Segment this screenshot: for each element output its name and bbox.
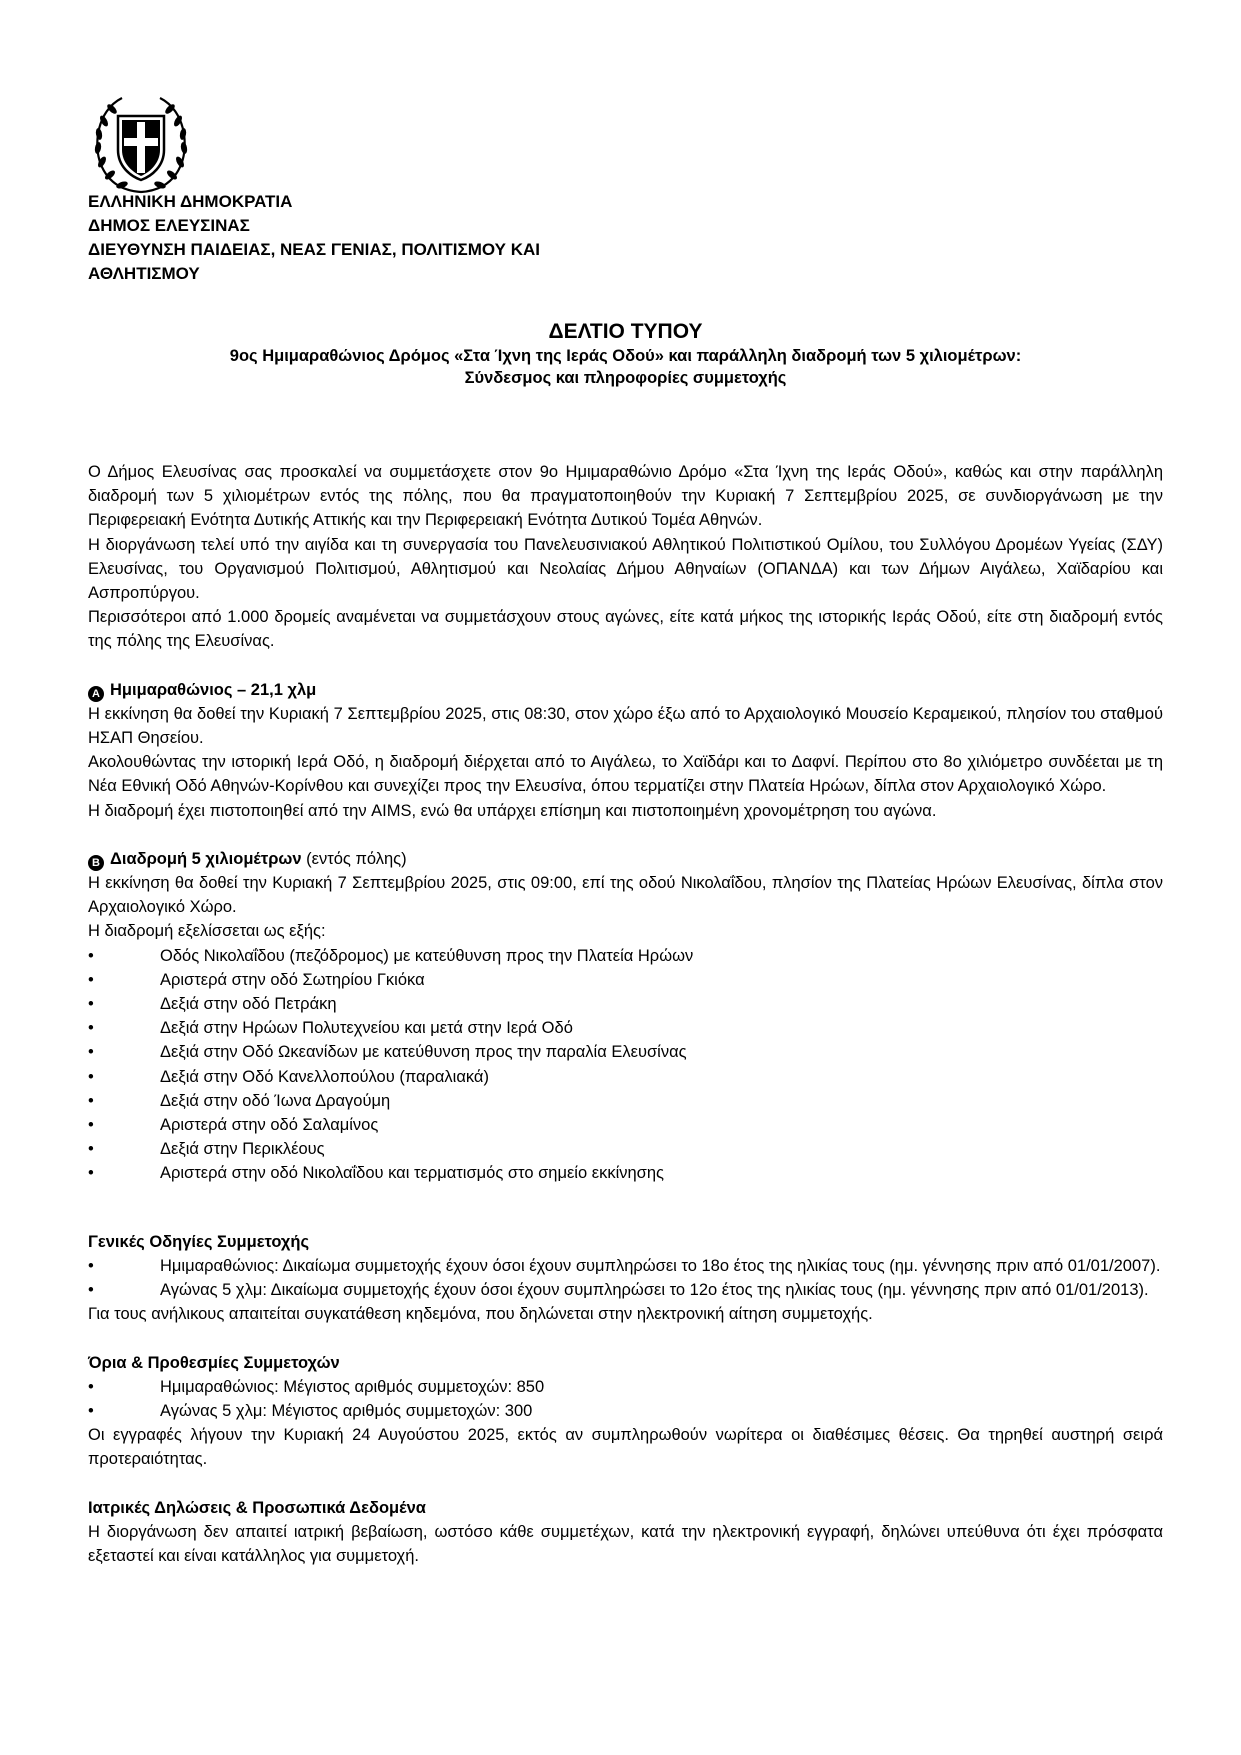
list-item: • Δεξιά στην Οδό Ωκεανίδων με κατεύθυνση προς την παραλία Ελευσίνας	[88, 1040, 1163, 1064]
list-item: • Οδός Νικολαΐδου (πεζόδρομος) με κατεύθυνση προς την Πλατεία Ηρώων	[88, 944, 1163, 968]
list-item: • Αγώνας 5 χλμ: Μέγιστος αριθμός συμμετοχών: 300	[88, 1399, 1163, 1423]
half-marathon-paragraph: Η εκκίνηση θα δοθεί την Κυριακή 7 Σεπτεμβρίου 2025, στις 08:30, στον χώρο έξω από το Αρχαιολογικό Μουσείο Κεραμεικού, πλησίον του σταθμού ΗΣΑΠ Θησείου.	[88, 704, 1163, 748]
limits-list	[88, 1375, 1163, 1423]
list-item: • Αγώνας 5 χλμ: Δικαίωμα συμμετοχής έχουν όσοι έχουν συμπληρώσει το 12ο έτος της ηλικίας τους (ημ. γέννησης πριν από 01/01/2013).	[88, 1281, 1149, 1300]
general-note: Για τους ανήλικους απαιτείται συγκατάθεση κηδεμόνα, που δηλώνεται στην ηλεκτρονική αίτηση συμμετοχής.	[88, 1305, 873, 1324]
five-km-heading: B Διαδρομή 5 χιλιομέτρων (εντός πόλης)	[88, 847, 1163, 871]
list-item: • Δεξιά στην οδό Ίωνα Δραγούμη	[88, 1089, 1163, 1113]
list-item: • Δεξιά στην Περικλέους	[88, 1137, 1163, 1161]
org-line: ΑΘΛΗΤΙΣΜΟΥ	[88, 264, 200, 283]
section-marker-a-icon: A	[88, 686, 104, 702]
half-marathon-paragraph: Η διαδρομή έχει πιστοποιηθεί από την AIMS, ενώ θα υπάρχει επίσημη και πιστοποιημένη χρονομέτρηση του αγώνα.	[88, 801, 937, 820]
list-item: • Δεξιά στην οδό Πετράκη	[88, 992, 1163, 1016]
general-instructions-heading: Γενικές Οδηγίες Συμμετοχής	[88, 1232, 310, 1251]
org-line: ΕΛΛΗΝΙΚΗ ΔΗΜΟΚΡΑΤΙΑ	[88, 192, 293, 211]
document-body	[88, 460, 1163, 1568]
half-marathon-heading: A Ημιμαραθώνιος – 21,1 χλμ	[88, 678, 1163, 702]
press-release-header	[88, 318, 1163, 389]
half-marathon-paragraph: Ακολουθώντας την ιστορική Ιερά Οδό, η διαδρομή διέρχεται από το Αιγάλεω, το Χαϊδάρι και το Δαφνί. Περίπου στο 8ο χιλιόμετρο συνδέεται με τη Νέα Εθνική Οδό Αθηνών-Κορίνθου και συνεχίζει προς την Ελευσίνα, όπου τερματίζει στην Πλατεία Ηρώων, δίπλα στον Αρχαιολογικό Χώρο.	[88, 753, 1163, 796]
coat-of-arms-icon	[88, 92, 194, 198]
document-subtitle: 9ος Ημιμαραθώνιος Δρόμος «Στα Ίχνη της Ιεράς Οδού» και παράλληλη διαδρομή των 5 χιλιομέτρων:	[229, 347, 1022, 365]
list-item: • Αριστερά στην οδό Σαλαμίνος	[88, 1113, 1163, 1137]
document-subtitle: Σύνδεσμος και πληροφορίες συμμετοχής	[464, 369, 787, 387]
medical-paragraph: Η διοργάνωση δεν απαιτεί ιατρική βεβαίωση, ωστόσο κάθε συμμετέχων, κατά την ηλεκτρονική εγγραφή, δηλώνει υπεύθυνα ότι έχει πρόσφατα εξεταστεί και είναι κατάλληλος για συμμετοχή.	[88, 1522, 1163, 1565]
org-line: ΔΗΜΟΣ ΕΛΕΥΣΙΝΑΣ	[88, 216, 250, 235]
intro-paragraph: Ο Δήμος Ελευσίνας σας προσκαλεί να συμμετάσχετε στον 9ο Ημιμαραθώνιο Δρόμο «Στα Ίχνη της Ιεράς Οδού», καθώς και στην παράλληλη διαδρομή των 5 χιλιομέτρων εντός της πόλης, που θα πραγματοποιηθούν την Κυριακή 7 Σεπτεμβρίου 2025, σε συνδιοργάνωση με την Περιφερειακή Ενότητα Δυτικής Αττικής και την Περιφερειακή Ενότητα Δυτικού Τομέα Αθηνών.	[88, 463, 1163, 530]
list-item: • Δεξιά στην Ηρώων Πολυτεχνείου και μετά στην Ιερά Οδό	[88, 1016, 1163, 1040]
route-list	[88, 944, 1163, 1186]
list-item: • Ημιμαραθώνιος: Δικαίωμα συμμετοχής έχουν όσοι έχουν συμπληρώσει το 18ο έτος της ηλικίας τους (ημ. γέννησης πριν από 01/01/2007).	[88, 1256, 1161, 1275]
limits-note: Οι εγγραφές λήγουν την Κυριακή 24 Αυγούστου 2025, εκτός αν συμπληρωθούν νωρίτερα οι διαθέσιμες θέσεις. Θα τηρηθεί αυστηρή σειρά προτεραιότητας.	[88, 1426, 1163, 1469]
list-item: • Αριστερά στην οδό Νικολαΐδου και τερματισμός στο σημείο εκκίνησης	[88, 1161, 1163, 1185]
document-title: ΔΕΛΤΙΟ ΤΥΠΟΥ	[548, 320, 703, 343]
medical-heading: Ιατρικές Δηλώσεις & Προσωπικά Δεδομένα	[88, 1498, 426, 1517]
limits-heading: Όρια & Προθεσμίες Συμμετοχών	[88, 1353, 340, 1372]
greek-coat-of-arms-emblem	[88, 92, 194, 198]
issuing-authority	[88, 190, 540, 286]
intro-paragraph: Η διοργάνωση τελεί υπό την αιγίδα και τη συνεργασία του Πανελευσινιακού Αθλητικού Πολιτιστικού Ομίλου, του Συλλόγου Δρομέων Υγείας (ΣΔΥ) Ελευσίνας, του Οργανισμού Πολιτισμού, Αθλητισμού και Νεολαίας Δήμου Αθηναίων (ΟΠΑΝΔΑ) και των Δήμων Αιγάλεω, Χαϊδαρίου και Ασπροπύργου.	[88, 535, 1163, 603]
five-km-paragraph: Η διαδρομή εξελίσσεται ως εξής:	[88, 922, 326, 941]
intro-paragraph: Περισσότεροι από 1.000 δρομείς αναμένεται να συμμετάσχουν στους αγώνες, είτε κατά μήκος της ιστορικής Ιεράς Οδού, είτε στη διαδρομή εντός της πόλης της Ελευσίνας.	[88, 608, 1163, 651]
list-item: • Αριστερά στην οδό Σωτηρίου Γκιόκα	[88, 968, 1163, 992]
five-km-paragraph: Η εκκίνηση θα δοθεί την Κυριακή 7 Σεπτεμβρίου 2025, στις 09:00, επί της οδού Νικολαΐδου, πλησίον της Πλατείας Ηρώων Ελευσίνας, δίπλα στον Αρχαιολογικό Χώρο.	[88, 874, 1163, 917]
org-line: ΔΙΕΥΘΥΝΣΗ ΠΑΙΔΕΙΑΣ, ΝΕΑΣ ΓΕΝΙΑΣ, ΠΟΛΙΤΙΣΜΟΥ ΚΑΙ	[88, 240, 540, 259]
list-item: • Ημιμαραθώνιος: Μέγιστος αριθμός συμμετοχών: 850	[88, 1375, 1163, 1399]
section-marker-b-icon: B	[88, 855, 104, 871]
list-item: • Δεξιά στην Οδό Κανελλοπούλου (παραλιακά)	[88, 1065, 1163, 1089]
